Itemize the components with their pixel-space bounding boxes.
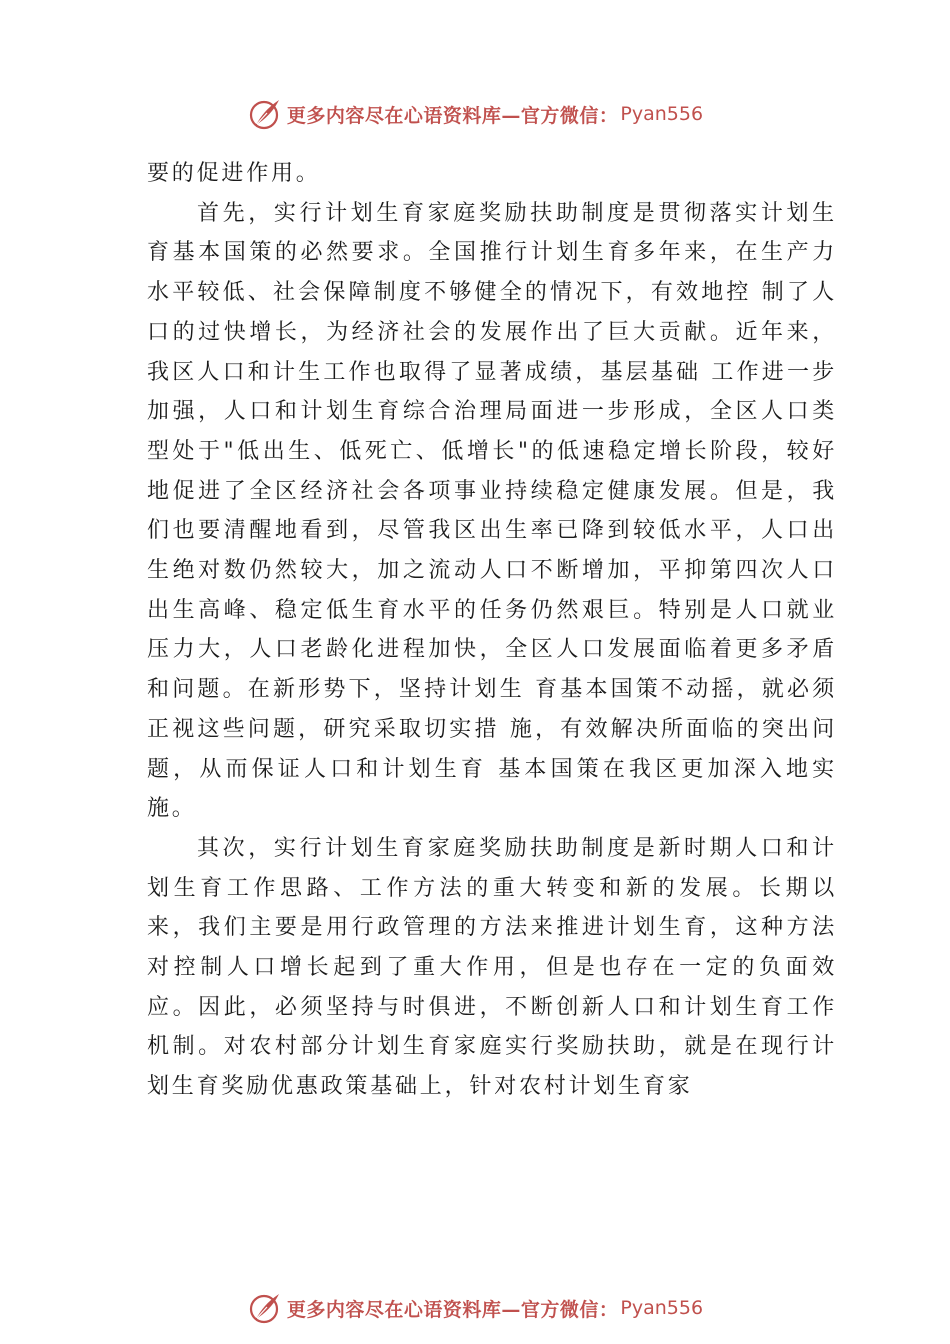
- footer-banner: [0, 1288, 950, 1328]
- paragraph: 首先，实行计划生育家庭奖励扶助制度是贯彻落实计划生育基本国策的必然要求。全国推行计划生育多年来，在生产力水平较低、社会保障制度不够健全的情况下，有效地控 制了人口的过快增长，为经济社会的发展作出了巨大贡献。近年来，我区人口和计生工作也取得了显著成绩，基层基础 工作进一步加强，人口和计划生育综合治理局面进一步形成，全区人口类型处于"低出生、低死亡、低增长"的低速稳定增长阶段，较好地促进了全区经济社会各项事业持续稳定健康发展。但是，我们也要清醒地看到，尽管我区出生率已降到较低水平，人口出生绝对数仍然较大，加之流动人口不断增加，平抑第四次人口出生高峰、稳定低生育水平的任务仍然艰巨。特别是人口就业压力大，人口老龄化进程加快，全区人口发展面临着更多矛盾和问题。在新形势下，坚持计划生 育基本国策不动摇，就必须正视这些问题，研究采取切实措 施，有效解决所面临的突出问题，从而保证人口和计划生育 基本国策在我区更加深入地实施。: [147, 200, 837, 822]
- quill-pen-logo-icon: [247, 1290, 283, 1326]
- banner-text: 更多内容尽在心语资料库—官方微信：: [286, 104, 619, 127]
- paragraph: 其次，实行计划生育家庭奖励扶助制度是新时期人口和计划生育工作思路、工作方法的重大转变和新的发展。长期以来，我们主要是用行政管理的方法来推进计划生育，这种方法对控制人口增长起到了重大作用，但是也存在一定的负面效应。因此，必须坚持与时俱进，不断创新人口和计划生育工作机制。对农村部分计划生育家庭实行奖励扶助，就是在现行计划生育奖励优惠政策基础上，针对农村计划生育家: [147, 835, 837, 1100]
- wechat-id: Pyan556: [620, 103, 704, 125]
- quill-pen-logo-icon: [247, 96, 283, 132]
- header-banner: [0, 94, 950, 134]
- banner-text: 更多内容尽在心语资料库—官方微信：: [286, 1298, 619, 1321]
- paragraph: 要的促进作用。: [147, 161, 321, 186]
- wechat-id: Pyan556: [620, 1297, 704, 1319]
- document-body: [147, 154, 837, 1107]
